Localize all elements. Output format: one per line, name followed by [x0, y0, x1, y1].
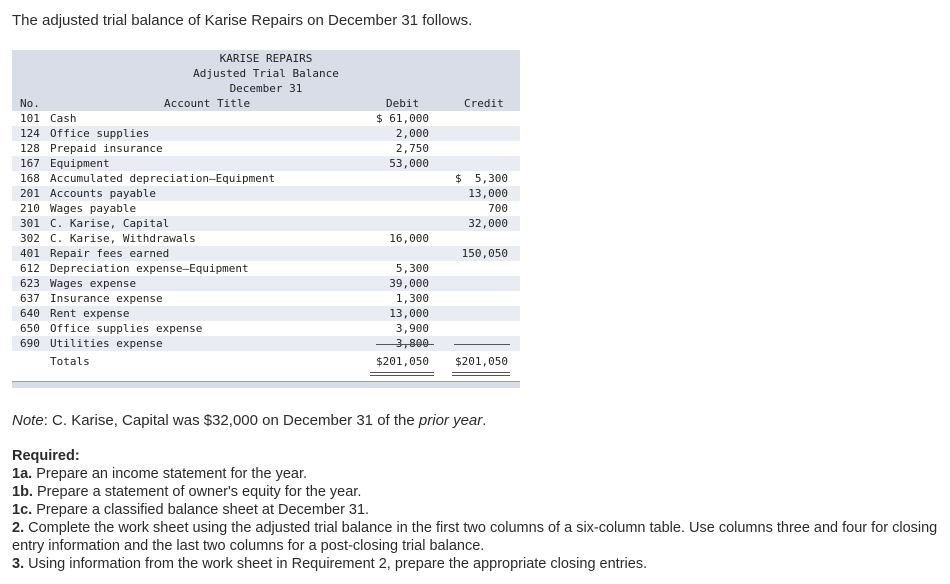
totals-row	[12, 354, 520, 369]
account-number: 302	[20, 232, 40, 245]
table-row	[12, 246, 520, 261]
account-title: Cash	[50, 112, 77, 125]
account-number: 210	[20, 202, 40, 215]
credit-amount: 150,050	[461, 247, 508, 260]
requirement-label: 2.	[12, 520, 25, 536]
table-row	[12, 201, 520, 216]
requirement-text: Prepare a classified balance sheet at December 31.	[32, 502, 370, 518]
note-end: .	[482, 412, 487, 429]
debit-subtotal-rule	[376, 344, 434, 345]
table-row	[12, 111, 520, 126]
requirement-item	[12, 501, 947, 519]
note-text: : C. Karise, Capital was $32,000 on December 31 of the	[43, 412, 419, 429]
account-title: Office supplies	[50, 127, 150, 140]
table-footer-band	[12, 381, 520, 388]
account-number: 623	[20, 277, 40, 290]
requirement-label: 1a.	[12, 466, 33, 482]
debit-amount: 13,000	[389, 307, 429, 320]
account-title: Office supplies expense	[50, 322, 203, 335]
debit-double-underline	[370, 372, 434, 376]
requirement-label: 1c.	[12, 502, 33, 518]
debit-amount: 3,800	[395, 337, 429, 350]
col-debit-header: Debit	[386, 97, 420, 110]
col-title-header: Account Title	[164, 97, 251, 110]
table-row	[12, 306, 520, 321]
account-number: 128	[20, 142, 40, 155]
account-number: 612	[20, 262, 40, 275]
requirement-label: 3.	[12, 556, 25, 572]
account-title: Rent expense	[50, 307, 130, 320]
table-row	[12, 231, 520, 246]
column-header-row	[12, 96, 520, 111]
account-title: Utilities expense	[50, 337, 163, 350]
table-row	[12, 291, 520, 306]
credit-subtotal-rule	[454, 344, 510, 345]
account-number: 124	[20, 127, 40, 140]
requirement-label: 1b.	[12, 484, 33, 500]
account-number: 301	[20, 217, 40, 230]
requirement-item	[12, 483, 947, 501]
requirement-item	[12, 465, 947, 483]
debit-amount: 2,000	[395, 127, 429, 140]
credit-amount: 700	[488, 202, 508, 215]
account-title: C. Karise, Withdrawals	[50, 232, 196, 245]
account-title: Wages expense	[50, 277, 137, 290]
table-row	[12, 156, 520, 171]
debit-amount: 3,900	[395, 322, 429, 335]
account-title: Prepaid insurance	[50, 142, 163, 155]
table-row	[12, 171, 520, 186]
requirement-item	[12, 555, 947, 573]
account-number: 167	[20, 157, 40, 170]
debit-amount: $ 61,000	[376, 112, 429, 125]
account-number: 401	[20, 247, 40, 260]
debit-amount: 53,000	[389, 157, 429, 170]
credit-double-underline	[452, 372, 510, 376]
debit-amount: 1,300	[395, 292, 429, 305]
account-title: Accumulated depreciation—Equipment	[50, 172, 276, 185]
account-title: Insurance expense	[50, 292, 163, 305]
table-row	[12, 141, 520, 156]
table-row	[12, 126, 520, 141]
account-title: Accounts payable	[50, 187, 156, 200]
statement-date: December 31	[229, 82, 303, 95]
total-credit: $201,050	[455, 355, 508, 368]
account-title: C. Karise, Capital	[50, 217, 170, 230]
note-italic: prior year	[418, 412, 483, 429]
account-number: 637	[20, 292, 40, 305]
total-debit: $201,050	[376, 355, 429, 368]
requirement-text: Prepare an income statement for the year.	[32, 466, 308, 482]
debit-amount: 2,750	[395, 142, 429, 155]
account-number: 650	[20, 322, 40, 335]
account-title: Equipment	[50, 157, 110, 170]
note-prefix: Note	[12, 412, 44, 429]
statement-title: Adjusted Trial Balance	[193, 67, 339, 80]
table-row	[12, 186, 520, 201]
totals-label: Totals	[50, 355, 90, 368]
table-row	[12, 276, 520, 291]
account-title: Wages payable	[50, 202, 137, 215]
table-row	[12, 216, 520, 231]
credit-amount: 13,000	[468, 187, 508, 200]
account-number: 201	[20, 187, 40, 200]
required-heading: Required:	[12, 448, 80, 464]
table-row	[12, 261, 520, 276]
debit-amount: 39,000	[389, 277, 429, 290]
debit-amount: 5,300	[395, 262, 429, 275]
account-number: 168	[20, 172, 40, 185]
account-number: 640	[20, 307, 40, 320]
requirements	[12, 447, 947, 573]
col-no-header: No.	[20, 97, 40, 110]
account-title: Depreciation expense—Equipment	[50, 262, 249, 275]
trial-balance-table	[12, 50, 520, 384]
account-number: 101	[20, 112, 40, 125]
company-name: KARISE REPAIRS	[219, 52, 313, 65]
requirement-item	[12, 519, 947, 555]
credit-amount: $ 5,300	[455, 172, 508, 185]
requirement-text: Prepare a statement of owner's equity for the year.	[32, 484, 362, 500]
account-number: 690	[20, 337, 40, 350]
requirement-text: Complete the work sheet using the adjusted trial balance in the first two columns of a six-column table. Use columns three and four for closing entry information and the last two columns for a post-closing trial balance.	[12, 520, 938, 554]
col-credit-header: Credit	[464, 97, 504, 110]
table-row	[12, 336, 520, 351]
table-row	[12, 321, 520, 336]
debit-amount: 16,000	[389, 232, 429, 245]
account-title: Repair fees earned	[50, 247, 170, 260]
requirement-text: Using information from the work sheet in Requirement 2, prepare the appropriate closing entries.	[24, 556, 648, 572]
credit-amount: 32,000	[468, 217, 508, 230]
intro-text: The adjusted trial balance of Karise Repairs on December 31 follows.	[12, 12, 473, 29]
note	[12, 412, 486, 429]
